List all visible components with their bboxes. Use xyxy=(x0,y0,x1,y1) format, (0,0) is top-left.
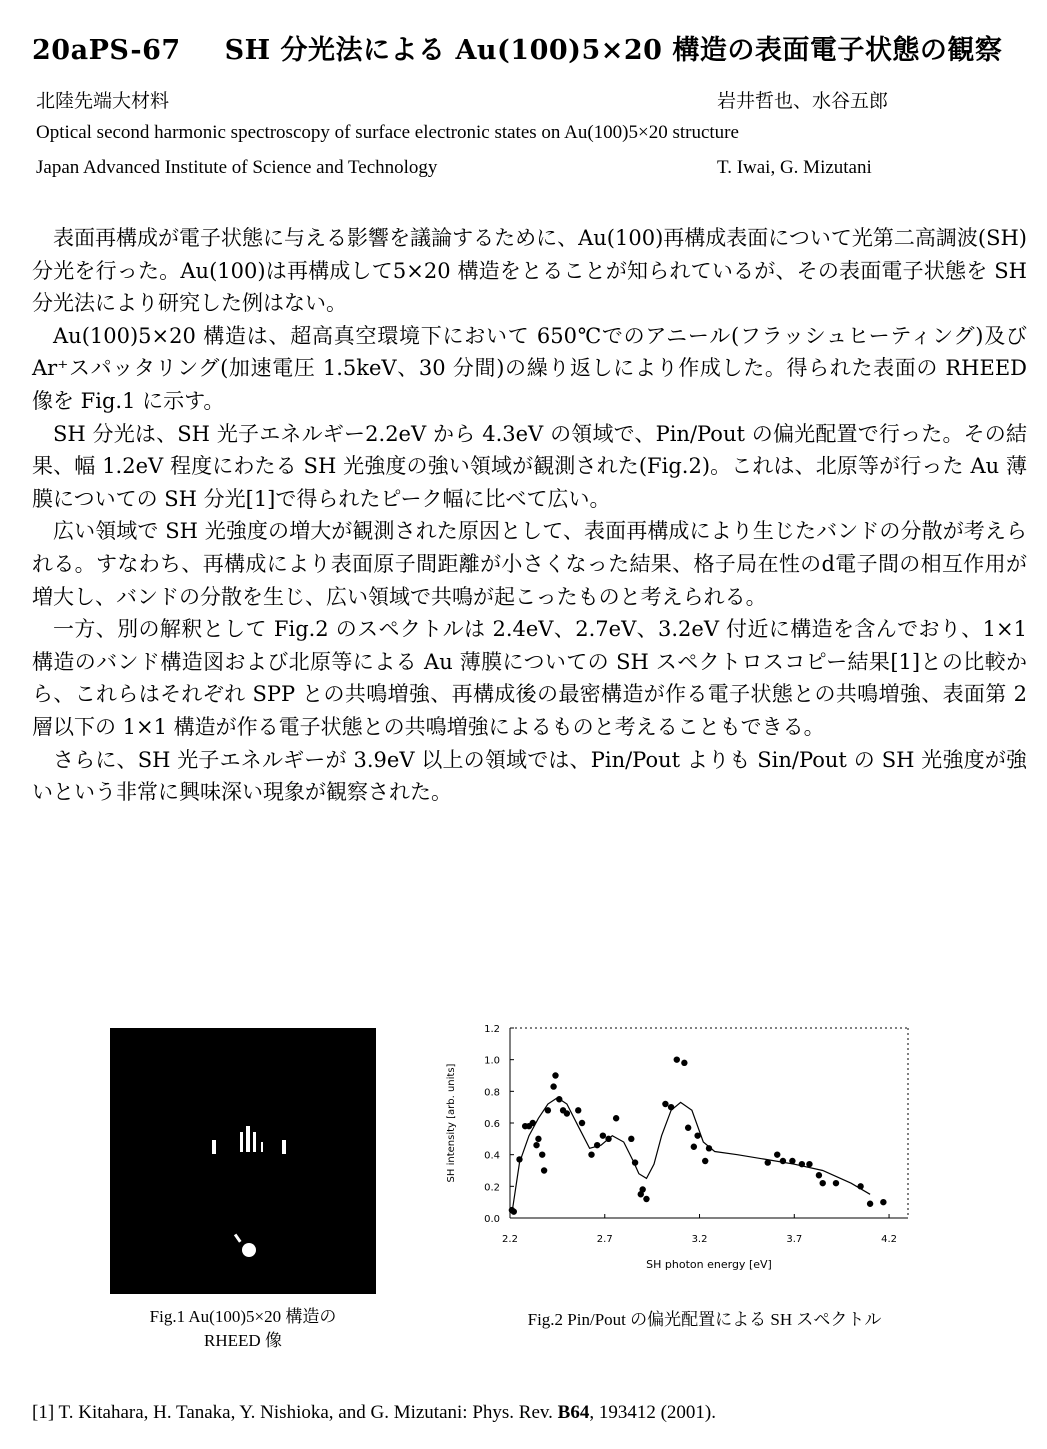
authors-jp: 岩井哲也、水谷五郎 xyxy=(717,90,889,112)
rheed-streak xyxy=(246,1126,250,1152)
data-point xyxy=(806,1161,812,1167)
data-point xyxy=(867,1201,873,1207)
rheed-streak xyxy=(240,1132,243,1152)
fig2-caption: Fig.2 Pin/Pout の偏光配置による SH スペクトル xyxy=(527,1310,882,1329)
fig1-caption xyxy=(110,1305,376,1353)
data-point xyxy=(639,1186,645,1192)
y-tick-label: 0.8 xyxy=(484,1087,500,1099)
data-point xyxy=(533,1142,539,1148)
x-tick-label: 2.2 xyxy=(502,1234,518,1245)
data-point xyxy=(765,1159,771,1165)
fig1-caption-line2: RHEED 像 xyxy=(204,1331,282,1350)
data-point xyxy=(816,1172,822,1178)
data-point xyxy=(613,1115,619,1121)
data-point xyxy=(545,1107,551,1113)
paragraph-5: 一方、別の解釈として Fig.2 のスペクトルは 2.4eV、2.7eV、3.2eV 付近に構造を含んでおり、1×1 構造のバンド構造図および北原等による Au 薄膜についての SH スペクトロスコピー結果[1]との比較から、これらはそれぞれ SPP との共鳴増強、再構成後の最密構造が作る電子状態との共鳴増強、表面第 2 層以下の 1×1 構造が作る電子状態との共鳴増強によるものと考えることもできる。 xyxy=(32,617,1027,739)
data-point xyxy=(702,1158,708,1164)
data-point xyxy=(550,1083,556,1089)
chart-svg xyxy=(440,1012,930,1287)
title-jp: SH 分光法による Au(100)5×20 構造の表面電子状態の観察 xyxy=(224,35,1003,66)
rheed-specular-spot xyxy=(242,1243,256,1257)
data-point xyxy=(511,1208,517,1214)
data-point xyxy=(575,1107,581,1113)
data-point xyxy=(780,1158,786,1164)
paragraph-6: さらに、SH 光子エネルギーが 3.9eV 以上の領域では、Pin/Pout よりも Sin/Pout の SH 光強度が強いという非常に興味深い現象が観察された。 xyxy=(32,747,1027,805)
y-tick-label: 1.2 xyxy=(484,1024,500,1035)
affiliation-en: Japan Advanced Institute of Science and Technology xyxy=(36,157,438,178)
data-point xyxy=(880,1199,886,1205)
data-point xyxy=(564,1110,570,1116)
data-point xyxy=(588,1151,594,1157)
data-point xyxy=(774,1151,780,1157)
y-tick-label: 1.0 xyxy=(484,1055,500,1067)
data-point xyxy=(535,1136,541,1142)
data-point xyxy=(530,1120,536,1126)
data-point xyxy=(681,1060,687,1066)
data-point xyxy=(662,1101,668,1107)
data-point xyxy=(691,1144,697,1150)
data-point xyxy=(685,1125,691,1131)
y-tick-label: 0.2 xyxy=(484,1182,500,1194)
rheed-streak xyxy=(253,1132,256,1152)
data-point xyxy=(833,1180,839,1186)
data-point xyxy=(799,1161,805,1167)
data-point xyxy=(556,1096,562,1102)
rheed-streak xyxy=(261,1142,263,1152)
paper-title xyxy=(32,28,1002,67)
x-tick-label: 2.7 xyxy=(596,1234,613,1245)
paragraph-1: 表面再構成が電子状態に与える影響を議論するために、Au(100)再構成表面について光第二高調波(SH)分光を行った。Au(100)は再構成して5×20 構造をとることが知られているが、その表面電子状態を SH 分光法により研究した例はない。 xyxy=(32,226,1027,316)
x-tick-label: 3.7 xyxy=(786,1234,803,1245)
y-tick-label: 0.6 xyxy=(484,1119,500,1130)
x-tick-label: 4.2 xyxy=(881,1234,898,1245)
paragraph-3: SH 分光は、SH 光子エネルギー2.2eV から 4.3eV の領域で、Pin/Pout の偏光配置で行った。その結果、幅 1.2eV 程度にわたる SH 光強度の強い領域が観測された(Fig.2)。これは、北原等が行った Au 薄膜についての SH 分光[1]で得られたピーク幅に比べて広い。 xyxy=(32,421,1027,511)
data-point xyxy=(632,1159,638,1165)
reference-tail: , 193412 (2001). xyxy=(589,1402,716,1423)
data-point xyxy=(541,1167,547,1173)
fig1-caption-line1: Fig.1 Au(100)5×20 構造の xyxy=(149,1307,337,1326)
paragraph-4: 広い領域で SH 光強度の増大が観測された原因として、表面再構成により生じたバンドの分散が考えられる。すなわち、再構成により表面原子間距離が小さくなった結果、格子局在性のd電子間の相互作用が増大し、バンドの分散を生じ、広い領域で共鳴が起こったものと考えられる。 xyxy=(32,519,1027,609)
data-point xyxy=(600,1132,606,1138)
rheed-image xyxy=(110,1028,376,1294)
rheed-streak xyxy=(212,1140,216,1154)
data-point xyxy=(516,1156,522,1162)
sh-spectrum-chart xyxy=(440,1012,930,1291)
title-en: Optical second harmonic spectroscopy of surface electronic states on Au(100)5×20 structure xyxy=(36,122,739,143)
data-point xyxy=(643,1196,649,1202)
data-point xyxy=(668,1104,674,1110)
data-point xyxy=(706,1145,712,1151)
affiliation-jp: 北陸先端大材料 xyxy=(36,90,170,112)
authors-en: T. Iwai, G. Mizutani xyxy=(717,157,872,178)
rheed-streak xyxy=(282,1140,286,1154)
data-point xyxy=(594,1142,600,1148)
data-point xyxy=(579,1120,585,1126)
y-axis-label: SH intensity [arb. units] xyxy=(446,1063,457,1183)
x-tick-label: 3.2 xyxy=(691,1234,708,1245)
reference-volume: B64 xyxy=(557,1402,590,1423)
y-tick-label: 0.4 xyxy=(484,1150,500,1162)
data-point xyxy=(857,1183,863,1189)
data-point xyxy=(539,1151,545,1157)
reference-text: [1] T. Kitahara, H. Tanaka, Y. Nishioka, and G. Mizutani: Phys. Rev. xyxy=(32,1402,558,1423)
data-point xyxy=(605,1136,611,1142)
abstract-body xyxy=(32,222,1027,809)
paragraph-2: Au(100)5×20 構造は、超高真空環境下において 650℃でのアニール(フラッシュヒーティング)及び Ar⁺スパッタリング(加速電圧 1.5keV、30 分間)の繰り返しにより作成した。得られた表面の RHEED 像を Fig.1 に示す。 xyxy=(32,323,1027,413)
rheed-pattern xyxy=(110,1028,376,1294)
reference xyxy=(32,1402,716,1424)
y-tick-label: 0.0 xyxy=(484,1214,500,1225)
x-axis-label: SH photon energy [eV] xyxy=(646,1258,772,1271)
data-point xyxy=(628,1136,634,1142)
rheed-streak xyxy=(234,1234,242,1243)
paper-id: 20aPS-67 xyxy=(32,35,181,66)
data-point xyxy=(694,1132,700,1138)
data-point xyxy=(552,1072,558,1078)
data-point xyxy=(820,1180,826,1186)
data-point xyxy=(789,1158,795,1164)
data-point xyxy=(674,1056,680,1062)
